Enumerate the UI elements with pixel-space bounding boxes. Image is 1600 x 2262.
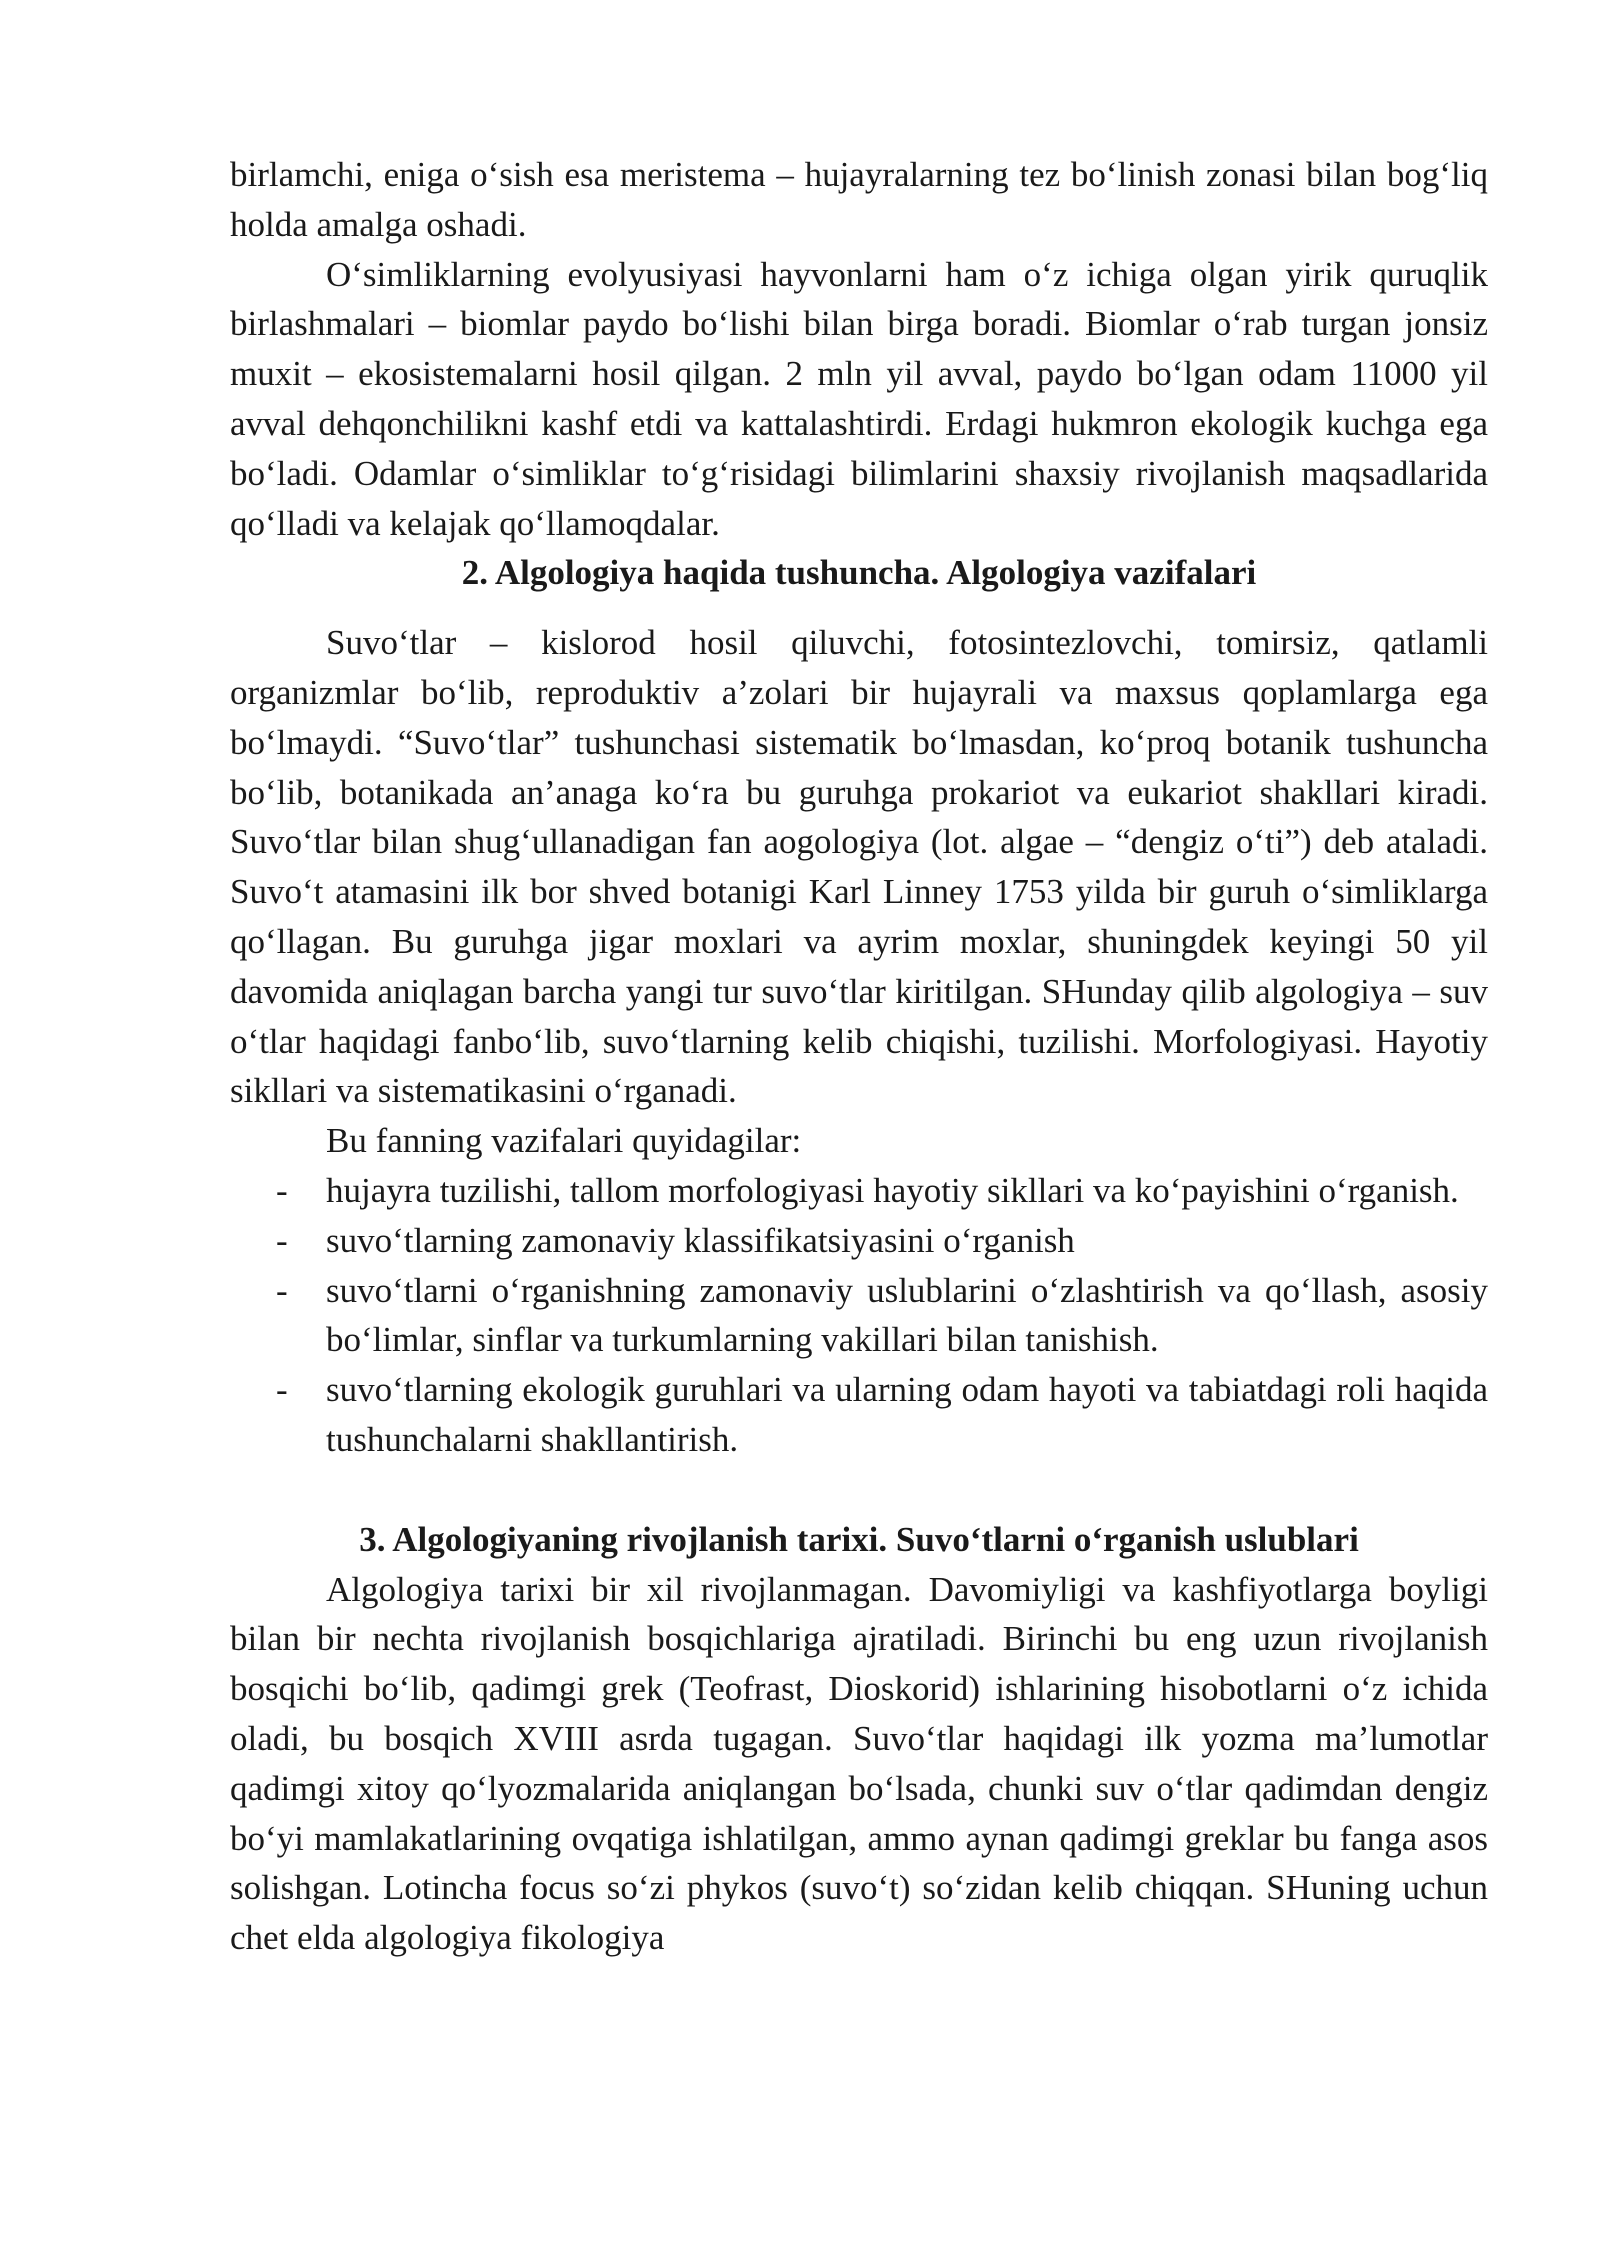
paragraph-tasks-intro: Bu fanning vazifalari quyidagilar: <box>326 1121 802 1161</box>
paragraph-meristem: birlamchi, eniga o‘sish esa meristema – hujayralarning tez bo‘linish zonasi bilan bog‘liq holda amalga oshadi. <box>230 155 1488 244</box>
paragraph-algae-definition: Suvo‘tlar – kislorod hosil qiluvchi, fotosintezlovchi, tomirsiz, qatlamli organizmlar bo‘lib, reproduktiv a’zolari bir hujayrali va maxsus qoplamlarga ega bo‘lmaydi. “Suvo‘tlar” tushunchasi sistematik bo‘lmasdan, ko‘proq botanik tushuncha bo‘lib, botanikada an’anaga ko‘ra bu guruhga prokariot va eukariot shakllari kiradi. Suvo‘tlar bilan shug‘ullanadigan fan aogologiya (lot. algae – “dengiz o‘ti”) deb ataladi. Suvo‘t atamasini ilk bor shved botanigi Karl Linney 1753 yilda bir guruh o‘simliklarga qo‘llagan. Bu guruhga jigar moxlari va ayrim moxlar, shuningdek keyingi 50 yil davomida aniqlagan barcha yangi tur suvo‘tlar kiritilgan. SHunday qilib algologiya – suv o‘tlar haqidagi fanbo‘lib, suvo‘tlarning kelib chiqishi, tuzilishi. Morfologiyasi. Hayotiy sikllari va sistematikasini o‘rganadi. <box>230 623 1488 1111</box>
list-item-text: suvo‘tlarning ekologik guruhlari va ularning odam hayoti va tabiatdagi roli haqida tushunchalarni shakllantirish. <box>326 1370 1488 1459</box>
list-item <box>230 1166 1488 1216</box>
paragraph-evolution: O‘simliklarning evolyusiyasi hayvonlarni ham o‘z ichiga olgan yirik quruqlik birlashmalari – biomlar paydo bo‘lishi bilan birga boradi. Biomlar o‘rab turgan jonsiz muxit – ekosistemalarni hosil qilgan. 2 mln yil avval, paydo bo‘lgan odam 11000 yil avval dehqonchilikni kashf etdi va kattalashtirdi. Erdagi hukmron ekologik kuchga ega bo‘ladi. Odamlar o‘simliklar to‘g‘risidagi bilimlarini shaxsiy rivojlanish maqsadlarida qo‘lladi va kelajak qo‘llamoqdalar. <box>230 254 1488 543</box>
list-item <box>230 1216 1488 1266</box>
list-dash: - <box>276 1270 288 1310</box>
list-item <box>230 1365 1488 1465</box>
section-heading-3: 3. Algologiyaning rivojlanish tarixi. Suvo‘tlarni o‘rganish uslublari <box>359 1519 1359 1559</box>
tasks-list <box>230 1166 1488 1465</box>
list-dash: - <box>276 1220 288 1260</box>
paragraph-history: Algologiya tarixi bir xil rivojlanmagan. Davomiyligi va kashfiyotlarga boyligi bilan bir nechta rivojlanish bosqichlariga ajratiladi. Birinchi bu eng uzun rivojlanish bosqichi bo‘lib, qadimgi grek (Teofrast, Dioskorid) ishlarining hisobotlarni o‘z ichida oladi, bu bosqich XVIII asrda tugagan. Suvo‘tlar haqidagi ilk yozma ma’lumotlar qadimgi xitoy qo‘lyozmalarida aniqlangan bo‘lsada, chunki suv o‘tlar qadimdan dengiz bo‘yi mamlakatlarining ovqatiga ishlatilgan, ammo aynan qadimgi greklar bu fanga asos solishgan. Lotincha focus so‘zi phykos (suvo‘t) so‘zidan kelib chiqqan. SHuning uchun chet elda algologiya fikologiya <box>230 1569 1488 1958</box>
list-item-text: suvo‘tlarni o‘rganishning zamonaviy uslublarini o‘zlashtirish va qo‘llash, asosiy bo‘limlar, sinflar va turkumlarning vakillari bilan tanishish. <box>326 1270 1488 1360</box>
list-item <box>230 1266 1488 1366</box>
list-item-text: hujayra tuzilishi, tallom morfologiyasi hayotiy sikllari va ko‘payishini o‘rganish. <box>326 1170 1459 1210</box>
list-dash: - <box>276 1170 288 1210</box>
list-item-text: suvo‘tlarning zamonaviy klassifikatsiyasini o‘rganish <box>326 1220 1075 1260</box>
document-body <box>230 150 1488 1963</box>
section-heading-2: 2. Algologiya haqida tushuncha. Algologiya vazifalari <box>461 553 1257 593</box>
list-dash: - <box>276 1370 288 1410</box>
